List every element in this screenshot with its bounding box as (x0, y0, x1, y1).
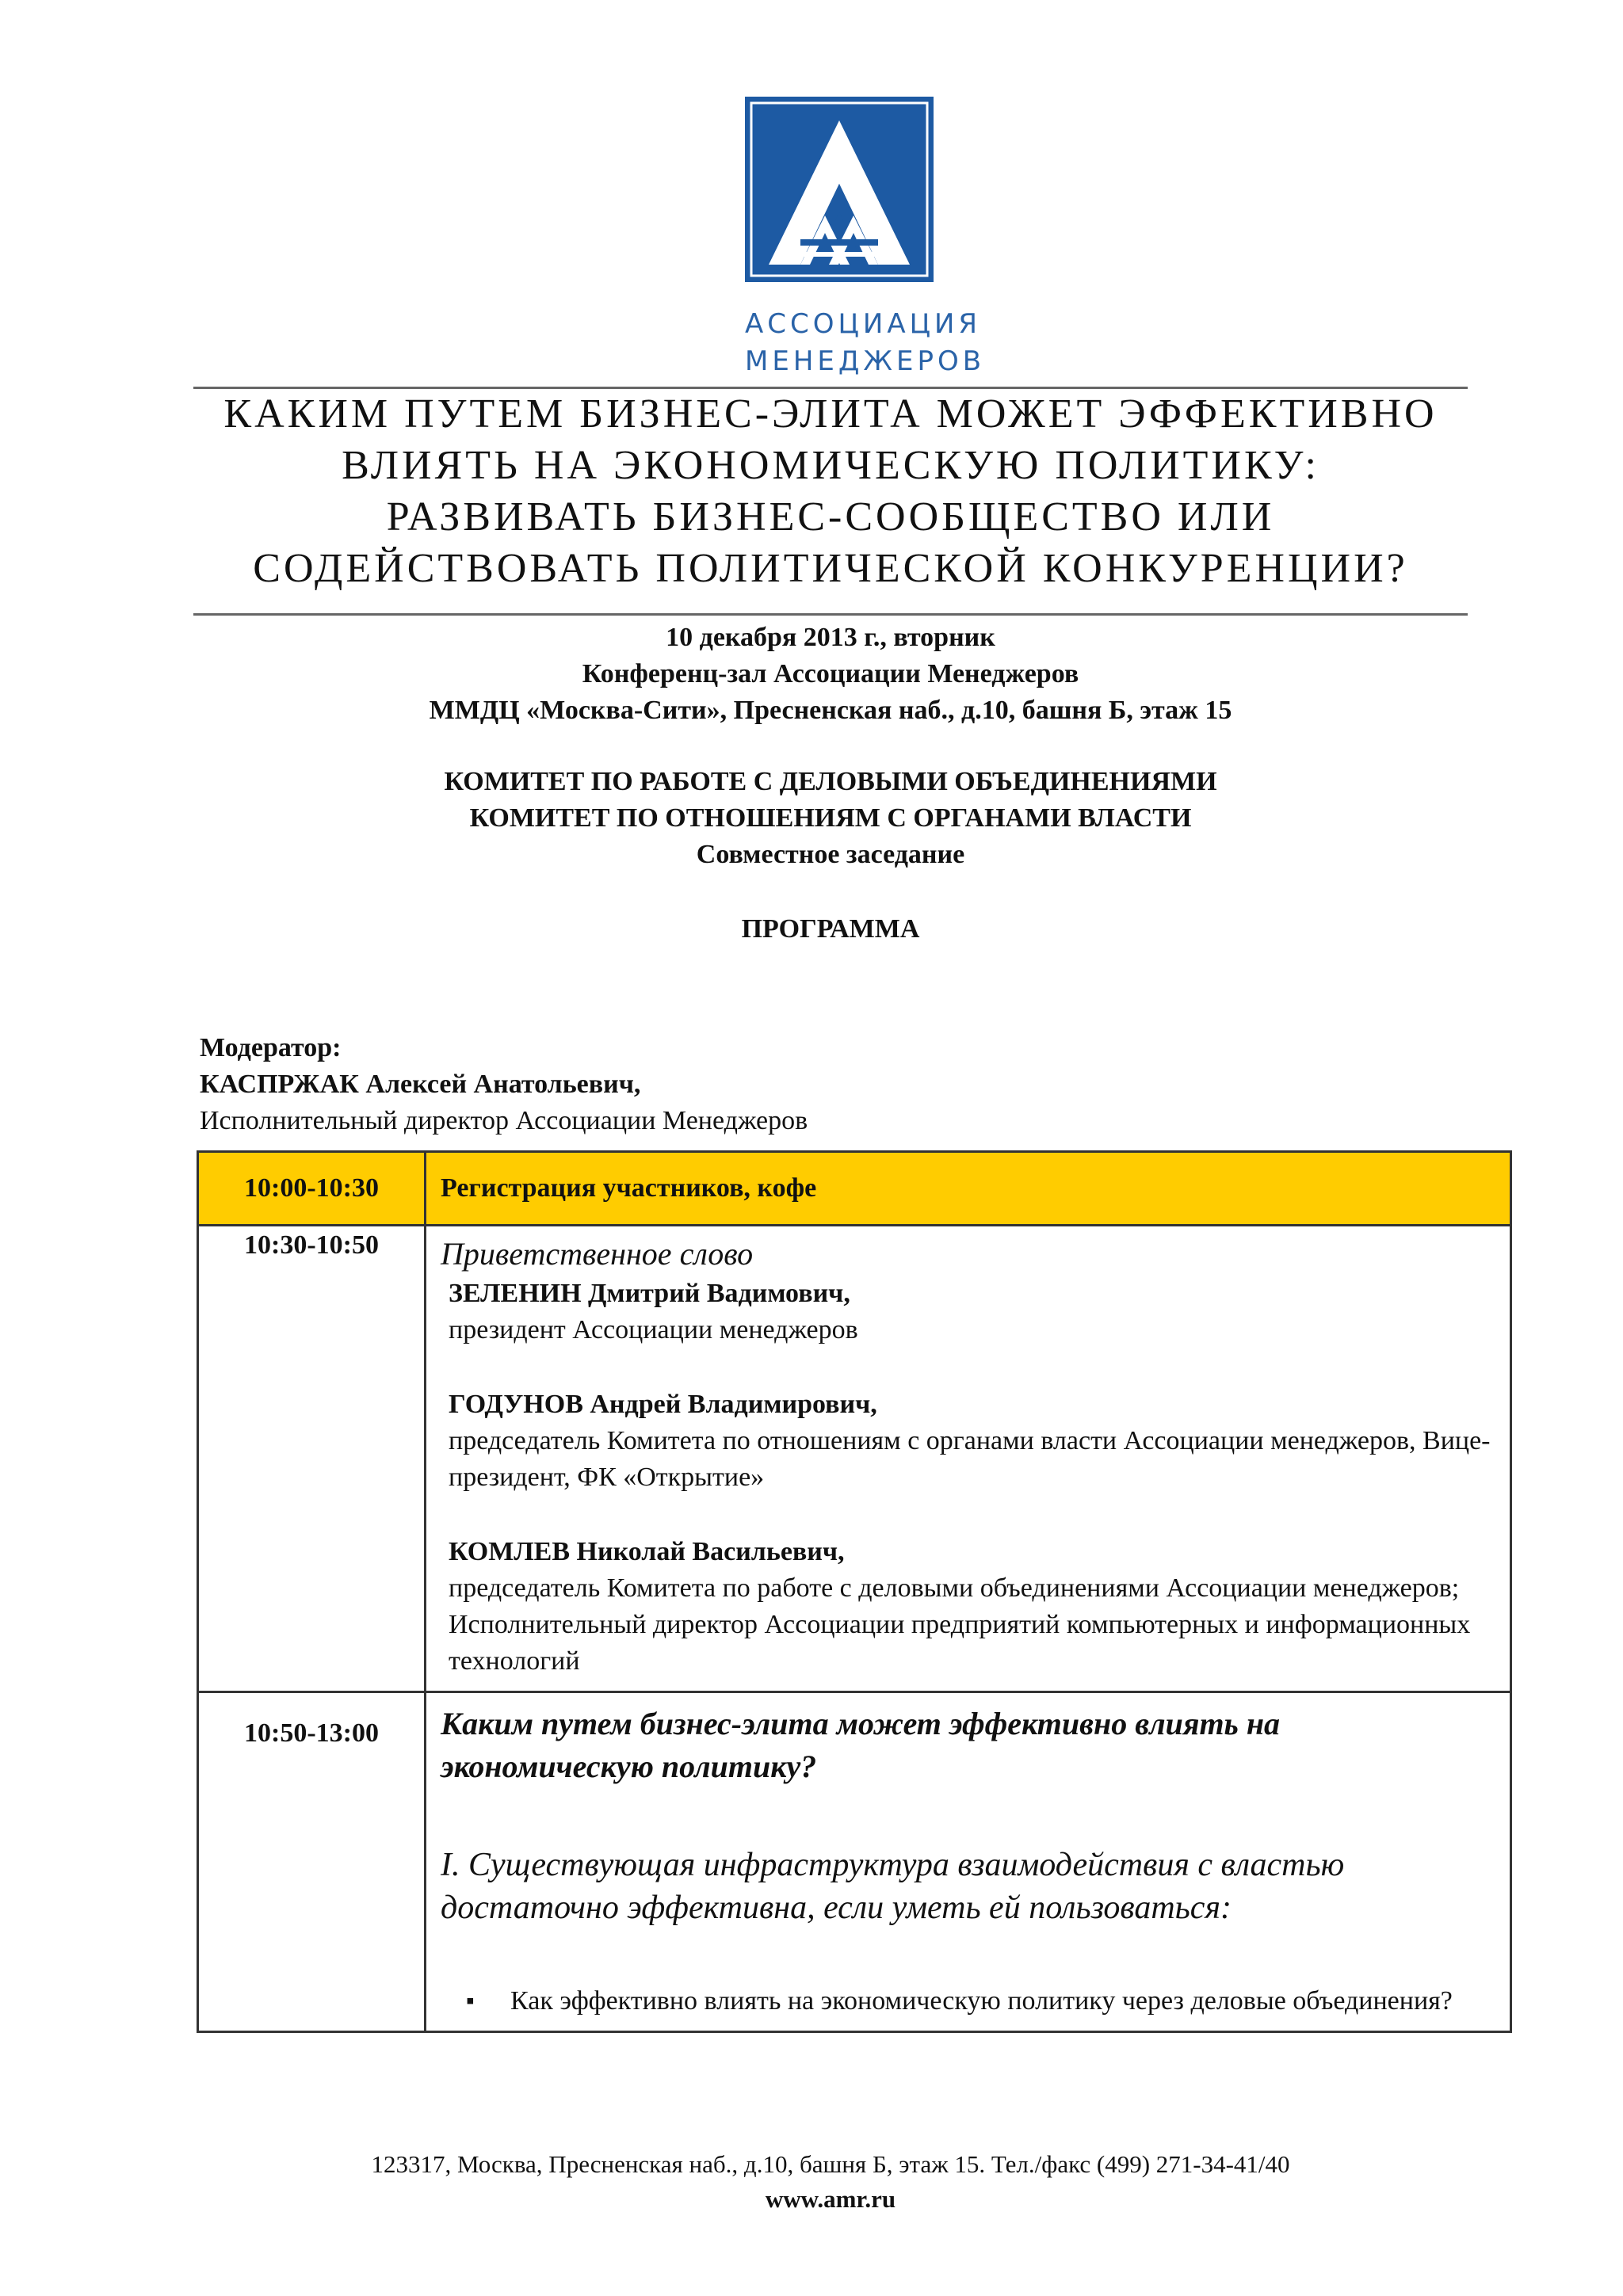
moderator-label: Модератор: (200, 1033, 342, 1062)
logo-text-line2: МЕНЕДЖЕРОВ (745, 345, 986, 377)
time-cell: 10:30-10:50 (198, 1226, 426, 1692)
speaker-role: президент Ассоциации менеджеров (449, 1315, 858, 1344)
time-cell: 10:50-13:00 (198, 1692, 426, 2032)
event-info (193, 620, 1468, 729)
table-row (198, 1692, 1511, 2032)
logo-text-line1: АССОЦИАЦИЯ (745, 308, 982, 340)
speaker-name: ЗЕЛЕНИН Дмитрий Вадимович, (449, 1279, 850, 1308)
footer-address: 123317, Москва, Пресненская наб., д.10, башня Б, этаж 15. Тел./факс (499) 271-34-41/40 (371, 2150, 1290, 2178)
topic-list (441, 1983, 1499, 2019)
speaker (441, 1534, 1499, 1680)
program-heading: ПРОГРАММА (741, 914, 920, 944)
speaker (441, 1276, 1499, 1348)
activity-cell (426, 1226, 1511, 1692)
moderator-name: КАСПРЖАК Алексей Анатольевич, (200, 1070, 641, 1099)
meeting-type: Совместное заседание (696, 840, 965, 869)
committee-2: КОМИТЕТ ПО ОТНОШЕНИЯМ С ОРГАНАМИ ВЛАСТИ (469, 803, 1192, 833)
event-address: ММДЦ «Москва-Сити», Пресненская наб., д.10, башня Б, этаж 15 (429, 696, 1232, 725)
page-footer (193, 2147, 1468, 2217)
speaker (441, 1386, 1499, 1496)
list-item: ▪ Как эффективно влиять на экономическую политику через деловые объединения? (510, 1983, 1499, 2019)
event-venue: Конференц-зал Ассоциации Менеджеров (582, 659, 1079, 688)
speaker-role: председатель Комитета по отношениям с органами власти Ассоциации менеджеров, Вице-президент, ФК «Открытие» (449, 1426, 1491, 1492)
logo-emblem-icon (745, 97, 934, 282)
activity-cell: Регистрация участников, кофе (426, 1152, 1511, 1226)
moderator-block (200, 1030, 808, 1139)
event-date: 10 декабря 2013 г., вторник (666, 623, 995, 652)
program-table (197, 1150, 1512, 2033)
activity-cell (426, 1692, 1511, 2032)
speaker-role: председатель Комитета по работе с деловыми объединениями Ассоциации менеджеров; Исполнительный директор Ассоциации предприятий компьютерных и информационных технологий (449, 1573, 1471, 1676)
section-title: I. Существующая инфраструктура взаимодействия с властью достаточно эффективна, если уметь ей пользоваться: (441, 1847, 1345, 1926)
table-row (198, 1226, 1511, 1692)
association-logo (745, 97, 986, 380)
table-row (198, 1152, 1511, 1226)
time-cell: 10:00-10:30 (198, 1152, 426, 1226)
speaker-name: ГОДУНОВ Андрей Владимирович, (449, 1390, 877, 1419)
title-bottom-rule (193, 613, 1468, 616)
footer-website[interactable]: www.amr.ru (765, 2185, 896, 2213)
page-title: КАКИМ ПУТЕМ БИЗНЕС-ЭЛИТА МОЖЕТ ЭФФЕКТИВНО ВЛИЯТЬ НА ЭКОНОМИЧЕСКУЮ ПОЛИТИКУ: РАЗВИВАТЬ БИЗНЕС-СООБЩЕСТВО ИЛИ СОДЕЙСТВОВАТЬ ПОЛИТИЧЕСКОЙ КОНКУРЕНЦИИ? (223, 391, 1438, 591)
committees (193, 764, 1468, 873)
moderator-role: Исполнительный директор Ассоциации Менеджеров (200, 1106, 808, 1135)
speaker-name: КОМЛЕВ Николай Васильевич, (449, 1537, 845, 1566)
welcome-heading: Приветственное слово (441, 1236, 754, 1272)
session-title: Каким путем бизнес-элита может эффективно влиять на экономическую политику? (441, 1706, 1281, 1784)
committee-1: КОМИТЕТ ПО РАБОТЕ С ДЕЛОВЫМИ ОБЪЕДИНЕНИЯМИ (444, 767, 1217, 796)
